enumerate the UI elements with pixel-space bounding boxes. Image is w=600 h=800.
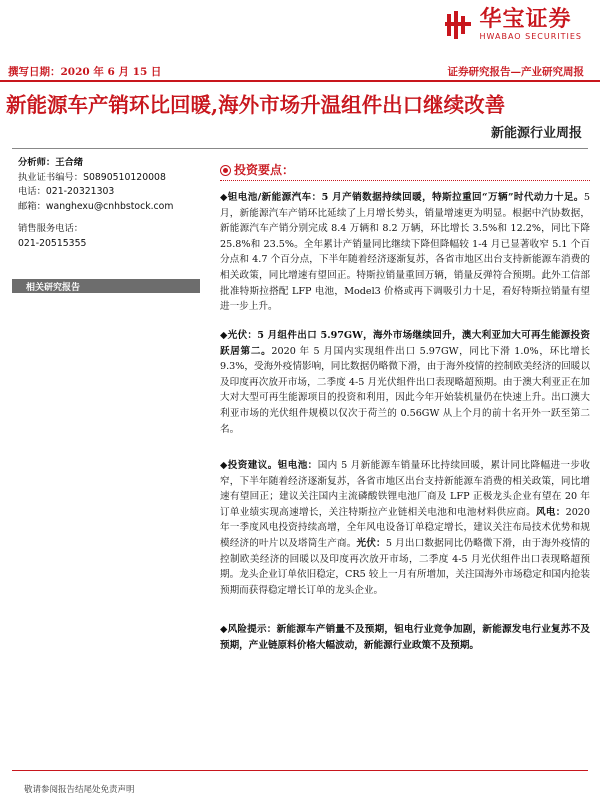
paragraph-advice <box>220 458 590 598</box>
paragraph-pv <box>220 328 590 437</box>
report-header <box>0 0 600 62</box>
paragraph-advice-pv-label: 光伏： <box>356 537 386 549</box>
title-divider <box>12 148 588 149</box>
paragraph-advice-wind: 2020 年一季度风电投资持续高增，全年风电设备订单稳定增长，建议关注布局技术优势和规模经济的叶片以及塔筒生产商。 <box>220 506 591 549</box>
paragraph-risk: ◆风险提示：新能源车产销量不及预期，钽电行业竞争加剧，新能源发电行业复苏不及预期，产业链原料价格大幅波动，新能源行业政策不及预期。 <box>220 624 590 651</box>
paragraph-advice-battery: 国内 5 月新能源车销量环比持续回暖，累计同比降幅进一步收窄，下半年随着经济逐渐复苏，各省市地区出台支持新能源车消费的相关政策，同比增速有望回正；建议关注国内主流磷酸铁锂电池厂商及 LFP 正极龙头企业有望在 20 年订单业绩实现高速增长，关注特斯拉产业链相关电池和电池材料供应商。 <box>220 460 590 518</box>
report-category: 证券研究报告—产业研究周报 <box>447 66 584 78</box>
related-reports-label: 相关研究报告 <box>26 283 81 293</box>
points-title: 投资要点： <box>234 163 295 177</box>
target-bullet-icon <box>220 165 231 176</box>
paragraph-advice-wind-label: 风电： <box>535 506 566 518</box>
disclaimer-note: 敬请参阅报告结尾处免责声明 <box>24 785 135 795</box>
logo-english-name: HWABAO SECURITIES <box>479 32 582 41</box>
paragraph-pv-lead: ◆光伏：5 月组件出口 5.97GW，海外市场继续回升，澳大利亚加大可再生能源投资跃居第二。 <box>220 330 590 357</box>
paragraph-ev-body: 5 月，新能源汽车产销环比延续了上月增长势头，销量增速更为明显。根据中汽协数据，新能源汽车产销分别完成 8.4 万辆和 8.2 万辆，环比增长 3.5%和 12.2%，同比下降 25.8%和 23.5%。全年累计产销量同比继续下降但降幅较 1-4 月已显著收窄 5.1 个百分点和 4.7 个百分点，下半年随着经济逐渐复苏，各省市地区出台支持新能源车消费的相关政策，同比增速有望回正。特斯拉销量重回万辆，销量反弹符合预期。此外工信部批准特斯拉搭配 LFP 电池，Model3 价格或再下调吸引力十足，看好特斯拉销量有望进一步上升。 <box>220 192 590 313</box>
report-date: 撰写日期：2020 年 6 月 15 日 <box>8 66 162 78</box>
analyst-cert: 执业证书编号：S0890510120008 <box>18 171 166 183</box>
company-logo <box>444 8 583 42</box>
analyst-phone: 电话：021-20321303 <box>18 186 115 197</box>
investment-points <box>220 160 591 651</box>
paragraph-advice-lead: ◆投资建议。钽电池： <box>220 460 318 471</box>
sales-phone: 021-20515355 <box>18 237 87 249</box>
logo-chinese-name: 华宝证券 <box>479 7 572 32</box>
analyst-name: 分析师：王合绪 <box>18 157 84 168</box>
points-heading <box>220 160 590 180</box>
report-subtitle: 新能源行业周报 <box>490 126 582 141</box>
paragraph-ev <box>220 190 590 315</box>
paragraph-ev-lead: ◆钽电池/新能源汽车：5 月产销数据持续回暖，特斯拉重回“万辆”时代动力十足。 <box>220 192 584 203</box>
paragraph-pv-body: 2020 年 5 月国内实现组件出口 5.97GW，同比下滑 1.0%，环比增长 9.3%，受海外疫情影响，同比数据仍略微下滑，由于海外疫情的控制欧美经济的回暖以及印度再次放开市场，二季度 4-5 月光伏组件出口表现略超预期。由于澳大利亚正在加大对大型可再生能源项目的投资和利用，因此今年开始装机量仍在快速上升。出口澳大利亚市场的光伏组件规模以仅次于荷兰的 0.56GW 从上个月的前十名开外一跃至第二名。 <box>220 345 591 435</box>
meta-bar <box>0 62 600 80</box>
paragraph-advice-pv: 5 月出口数据同比仍略微下滑，由于海外疫情的控制欧美经济的回暖以及印度再次放开市场，二季度 4-5 月光伏组件出口表现略超预期。龙头企业订单依旧稳定，CR5 较上一月有所增加，关注国海外市场稳定和国内抢装预期而获得稳定增长订单的龙头企业。 <box>220 537 591 596</box>
related-reports-bar <box>12 279 200 293</box>
header-divider <box>0 80 600 82</box>
footer-divider <box>12 770 588 771</box>
report-title: 新能源车产销环比回暖,海外市场升温组件出口继续改善 <box>6 93 506 117</box>
analyst-info <box>18 156 194 251</box>
points-dotted-divider <box>220 180 590 181</box>
analyst-email: 邮箱：wanghexu@cnhbstock.com <box>18 200 174 212</box>
logo-mark-icon <box>444 10 474 40</box>
sales-label: 销售服务电话： <box>18 223 84 234</box>
